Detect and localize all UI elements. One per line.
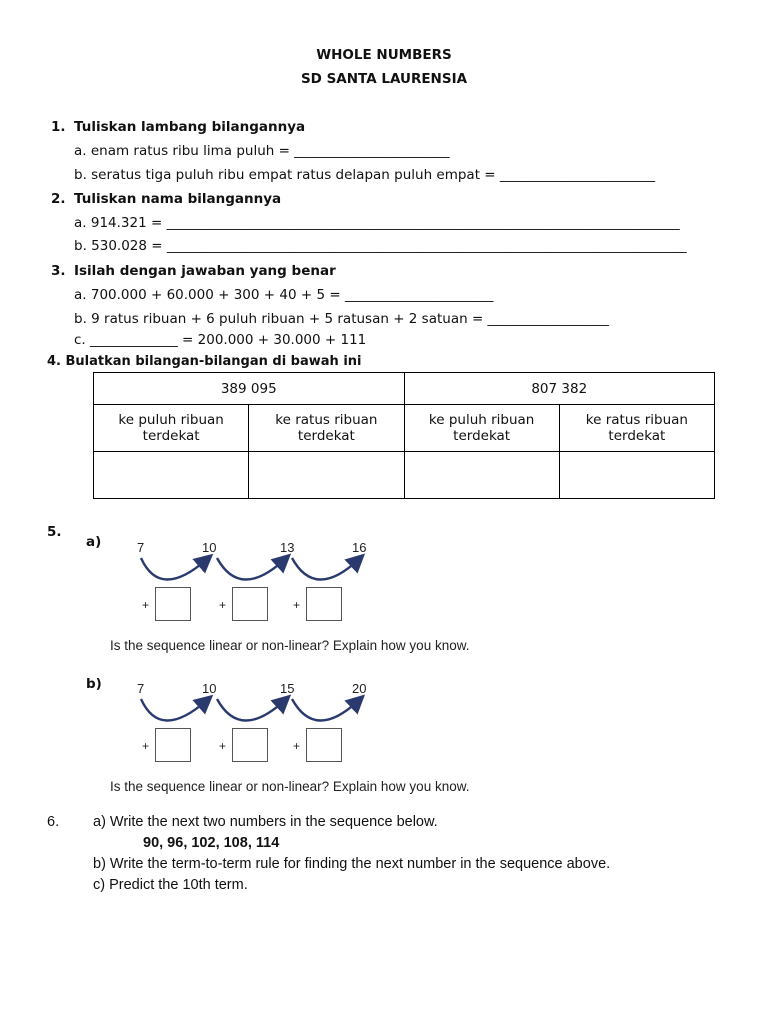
- q2-number: 2.: [51, 191, 66, 207]
- difference-box[interactable]: [232, 728, 268, 762]
- jump-arrow: [292, 699, 358, 721]
- q1-item-a: a. enam ratus ribu lima puluh = _______________________: [74, 143, 450, 159]
- jump-arrow: [141, 699, 206, 721]
- plus-sign: +: [219, 739, 227, 753]
- jump-arrow: [217, 699, 284, 721]
- table-header-cell: ke puluh ribuan terdekat: [404, 405, 559, 452]
- q5b-question: Is the sequence linear or non-linear? Explain how you know.: [110, 779, 470, 794]
- table-number-2: 807 382: [404, 373, 715, 405]
- difference-box[interactable]: [306, 587, 342, 621]
- jump-arrow: [217, 558, 284, 580]
- q2-item-a: a. 914.321 = ____________________________________________________________________________: [74, 215, 680, 231]
- plus-sign: +: [293, 739, 301, 753]
- page-title: WHOLE NUMBERS: [316, 47, 452, 63]
- difference-box[interactable]: [232, 587, 268, 621]
- seq-b-term: 15: [280, 681, 295, 696]
- seq-b-term: 10: [202, 681, 217, 696]
- plus-sign: +: [219, 598, 227, 612]
- table-number-1: 389 095: [94, 373, 405, 405]
- difference-box[interactable]: [155, 587, 191, 621]
- q6-item-b: b) Write the term-to-term rule for finding the next number in the sequence above.: [93, 856, 611, 872]
- q6-number: 6.: [47, 814, 60, 830]
- q2-heading: Tuliskan nama bilangannya: [74, 191, 282, 207]
- jump-arrow: [292, 558, 358, 580]
- q3-item-b: b. 9 ratus ribuan + 6 puluh ribuan + 5 ratusan + 2 satuan = __________________: [74, 311, 610, 327]
- q6-item-a: a) Write the next two numbers in the sequence below.: [93, 814, 438, 830]
- q1-item-b: b. seratus tiga puluh ribu empat ratus delapan puluh empat = _______________________: [74, 167, 656, 183]
- q5-number: 5.: [47, 524, 62, 540]
- plus-sign: +: [293, 598, 301, 612]
- q6-item-c: c) Predict the 10th term.: [93, 877, 248, 893]
- seq-b-term: 7: [137, 681, 145, 696]
- seq-b-term: 20: [352, 681, 367, 696]
- q3-number: 3.: [51, 263, 66, 279]
- difference-box[interactable]: [155, 728, 191, 762]
- plus-sign: +: [142, 598, 150, 612]
- q5a-label: a): [86, 534, 102, 550]
- q4-heading: 4. Bulatkan bilangan-bilangan di bawah ini: [47, 354, 362, 369]
- plus-sign: +: [142, 739, 150, 753]
- seq-a-term: 13: [280, 540, 295, 555]
- q5a-question: Is the sequence linear or non-linear? Explain how you know.: [110, 638, 470, 653]
- q3-item-a: a. 700.000 + 60.000 + 300 + 40 + 5 = ______________________: [74, 287, 494, 303]
- q1-heading: Tuliskan lambang bilangannya: [74, 119, 306, 135]
- school-name: SD SANTA LAURENSIA: [300, 71, 468, 87]
- seq-a-term: 7: [137, 540, 145, 555]
- q1-number: 1.: [51, 119, 66, 135]
- jump-arrow: [141, 558, 206, 580]
- q2-item-b: b. 530.028 = _____________________________________________________________________________: [74, 238, 687, 254]
- table-header-cell: ke puluh ribuan terdekat: [94, 405, 249, 452]
- difference-box[interactable]: [306, 728, 342, 762]
- q3-item-c: c. _____________ = 200.000 + 30.000 + 111: [74, 332, 367, 348]
- q5b-label: b): [86, 676, 102, 692]
- seq-a-term: 16: [352, 540, 367, 555]
- q6-sequence: 90, 96, 102, 108, 114: [143, 835, 280, 851]
- seq-a-term: 10: [202, 540, 217, 555]
- q3-heading: Isilah dengan jawaban yang benar: [74, 263, 336, 279]
- table-header-cell: ke ratus ribuan terdekat: [559, 405, 714, 452]
- table-header-cell: ke ratus ribuan terdekat: [249, 405, 404, 452]
